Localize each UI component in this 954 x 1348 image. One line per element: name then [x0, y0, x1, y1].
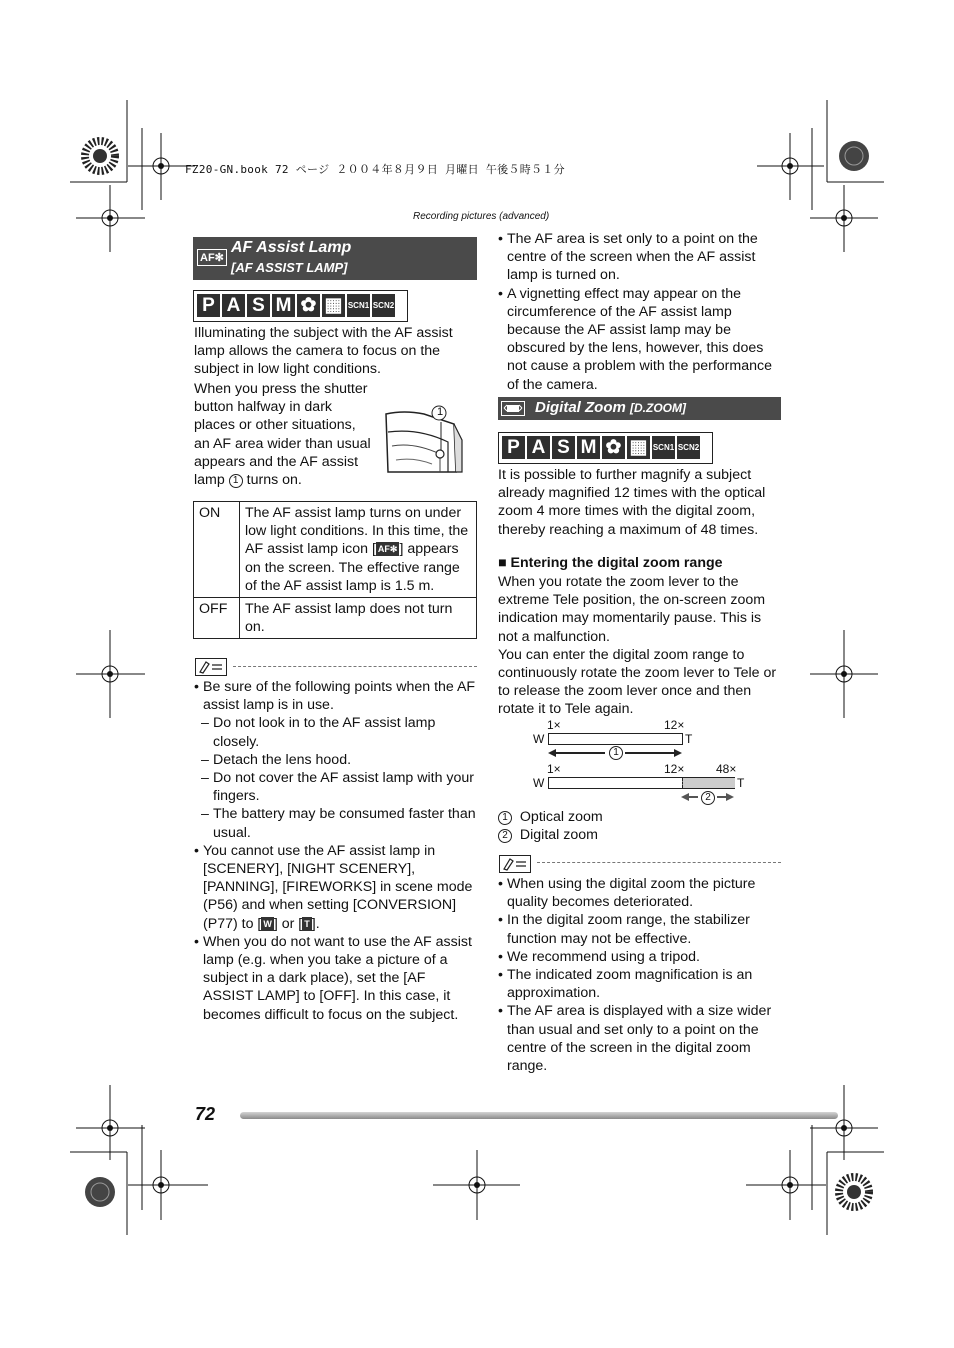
conversion-tele-icon: T: [304, 918, 310, 929]
note-dash-item: – Do not look in to the AF assist lamp closely.: [194, 714, 476, 750]
section-title: Digital Zoom: [535, 399, 626, 416]
right-top-bullets: [498, 230, 781, 394]
digital-zoom-icon: [501, 401, 525, 416]
af-para2-line: an AF area wider than usual: [194, 435, 371, 452]
callout-number: 1: [609, 746, 623, 760]
section-subtitle: [AF ASSIST LAMP]: [231, 260, 348, 275]
dzoom-intro: It is possible to further magnify a subject already magnified 12 times with the optical zoom 4 more times with the digital zoom, thereby reaching a maximum of 48 times.: [498, 467, 766, 538]
mode-scn1-icon: SCN1: [652, 436, 675, 459]
book-meta-line: FZ20-GN.book 72 ページ ２００４年８月９日 月曜日 午後５時５１分: [185, 163, 565, 176]
mode-p-icon: P: [502, 436, 525, 459]
mode-scn2-icon: SCN2: [372, 294, 395, 317]
text-run: ] appears on the screen. The effective range of the AF assist lamp is 1.5 m.: [245, 541, 460, 594]
af-intro: Illuminating the subject with the AF assist lamp allows the camera to focus on the subject in low light conditions.: [194, 325, 453, 378]
af-para2-line: When you press the shutter: [194, 381, 368, 397]
legend-text: Digital zoom: [519, 827, 598, 844]
callout-number: 2: [701, 791, 715, 805]
dzoom-para: When you rotate the zoom lever to the extreme Tele position, the on-screen zoom indication may momentarily pause. This is not a malfunction.: [498, 574, 766, 645]
text-run: ].: [311, 915, 320, 932]
section-title: AF Assist Lamp: [231, 239, 352, 256]
text-run: lamp: [194, 472, 229, 489]
note-divider: [537, 862, 781, 863]
text-run: ] or [: [273, 915, 303, 932]
mode-movie-icon: ▦: [322, 294, 345, 317]
mode-scn2-icon: SCN2: [677, 436, 700, 459]
zoom-label-w: W: [533, 732, 545, 746]
zoom-label-t: T: [685, 732, 693, 746]
right-notes: [498, 875, 781, 1075]
digital-zoom-segment: [682, 778, 735, 788]
note-bullet: • The AF area is set only to a point on the centre of the screen when the AF assist lamp is turned on.: [498, 230, 781, 285]
note-bullet: • A vignetting effect may appear on the circumference of the AF assist lamp because the AF assist lamp may be obscured by the lens, however, this does not cause a problem with the performance of the camera.: [498, 285, 781, 394]
note-icon: [195, 658, 227, 676]
optical-zoom-bar: [548, 733, 683, 745]
footer-rule: [240, 1112, 838, 1119]
callout-number: 2: [498, 829, 512, 843]
callout-number: 1: [498, 811, 512, 825]
af-para2-line: [194, 471, 384, 489]
mode-scn1-icon: SCN1: [347, 294, 370, 317]
dzoom-subhead: ■ Entering the digital zoom range: [498, 555, 723, 571]
mode-icons-left: [193, 290, 408, 322]
zoom-label-w: W: [533, 776, 545, 790]
running-header: Recording pictures (advanced): [413, 211, 550, 222]
zoom-legend: [498, 808, 603, 844]
section-header-af-assist: [193, 237, 477, 280]
mode-m-icon: M: [272, 294, 295, 317]
camera-lamp-illustration: [384, 402, 478, 474]
table-cell-key: ON: [194, 502, 240, 598]
zoom-label-t: T: [737, 776, 745, 790]
mode-movie-icon: ▦: [627, 436, 650, 459]
af-para2: [194, 380, 384, 489]
note-icon: [499, 855, 531, 873]
zoom-label-48x: 48×: [716, 762, 737, 776]
note-bullet: • When you do not want to use the AF assist lamp (e.g. when you take a picture of a subject in a dark place), set the [AF ASSIST LAMP] to [OFF]. In this case, it becomes difficult to focus on the subject.: [194, 933, 476, 1024]
af-assist-icon: AF✻: [197, 249, 227, 266]
note-dash-item: – Detach the lens hood.: [194, 751, 476, 769]
mode-icons-right: [498, 432, 713, 464]
conversion-wide-icon: W: [263, 918, 272, 929]
table-row: [194, 502, 477, 598]
note-bullet: • When using the digital zoom the picture quality becomes deteriorated.: [498, 875, 781, 911]
note-divider: [233, 666, 477, 667]
mode-a-icon: A: [527, 436, 550, 459]
table-cell-value: [240, 502, 477, 598]
mode-macro-icon: ✿: [602, 436, 625, 459]
mode-a-icon: A: [222, 294, 245, 317]
af-settings-table: [193, 501, 477, 639]
dzoom-body: [498, 573, 781, 719]
note-bullet: [194, 842, 476, 933]
callout-number: 1: [436, 406, 444, 418]
legend-item: [498, 826, 603, 844]
text-run: You cannot use the AF assist lamp in [SCENERY], [NIGHT SCENERY], [PANNING], [FIREWORKS] in scene mode (P56) and when setting [CONVERSION] (P77) to [: [203, 842, 473, 932]
zoom-label-1x: 1×: [547, 718, 561, 732]
text-run: turns on.: [242, 472, 302, 489]
mode-s-icon: S: [552, 436, 575, 459]
mode-p-icon: P: [197, 294, 220, 317]
zoom-label-12x: 12×: [664, 718, 685, 732]
note-bullet: • We recommend using a tripod.: [498, 948, 781, 966]
legend-item: [498, 808, 603, 826]
note-bullet: • Be sure of the following points when the AF assist lamp is in use.: [194, 678, 476, 714]
left-notes: [194, 678, 476, 1024]
af-assist-icon: AF✻: [377, 544, 398, 555]
page-number: 72: [195, 1104, 216, 1124]
note-bullet: • In the digital zoom range, the stabilizer function may not be effective.: [498, 911, 781, 947]
dzoom-para: You can enter the digital zoom range to continuously rotate the zoom lever to Tele or to release the zoom lever once and then rotate it to Tele again.: [498, 646, 777, 718]
af-para2-line: places or other situations,: [194, 417, 356, 434]
callout-number: 1: [229, 474, 243, 488]
note-bullet: • The AF area is displayed with a size wider than usual and set only to a point on the centre of the screen in the digital zoom range.: [498, 1002, 781, 1075]
legend-text: Optical zoom: [519, 809, 603, 825]
text-run: The AF assist lamp turns on under low light conditions. In this time, the AF assist lamp icon [: [245, 505, 469, 558]
note-dash-item: – Do not cover the AF assist lamp with your fingers.: [194, 769, 476, 805]
note-dash-item: – The battery may be consumed faster than usual.: [194, 805, 476, 841]
mode-s-icon: S: [247, 294, 270, 317]
table-cell-key: OFF: [194, 598, 240, 639]
zoom-label-1x: 1×: [547, 762, 561, 776]
section-header-digital-zoom: [498, 397, 781, 420]
af-para2-line: button halfway in dark: [194, 399, 333, 416]
table-row: [194, 598, 477, 639]
af-para2-line: appears and the AF assist: [194, 453, 359, 470]
mode-m-icon: M: [577, 436, 600, 459]
full-zoom-bar: [548, 777, 735, 789]
table-cell-value: The AF assist lamp does not turn on.: [240, 598, 477, 639]
mode-macro-icon: ✿: [297, 294, 320, 317]
note-bullet: • The indicated zoom magnification is an approximation.: [498, 966, 781, 1002]
zoom-label-12x: 12×: [664, 762, 685, 776]
section-subtitle: [D.ZOOM]: [630, 401, 686, 415]
